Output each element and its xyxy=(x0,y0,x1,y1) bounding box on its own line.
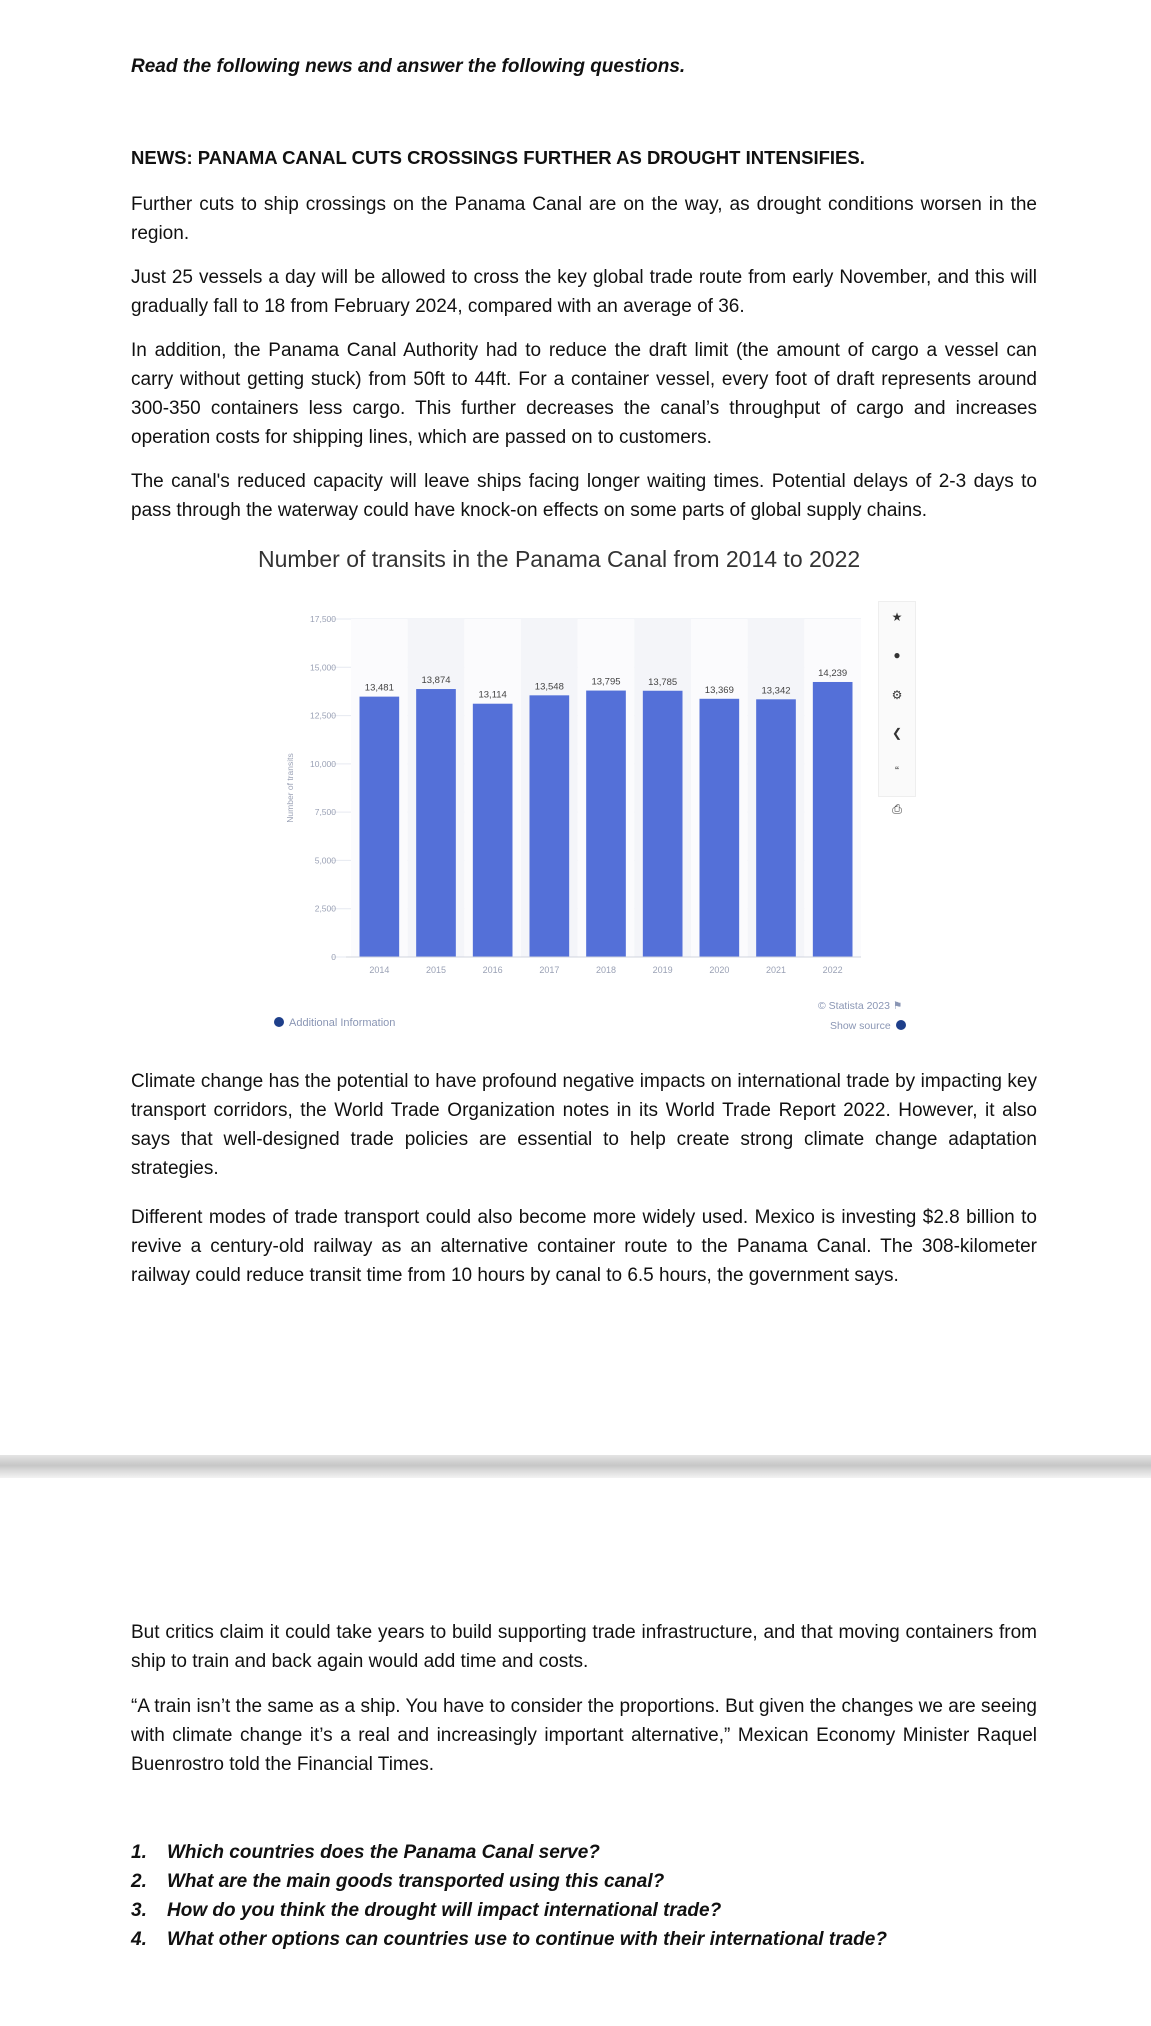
additional-information-label: Additional Information xyxy=(289,1017,396,1029)
x-tick-label: 2020 xyxy=(709,965,730,975)
bar xyxy=(416,689,456,957)
show-source-link[interactable] xyxy=(830,1020,906,1032)
additional-information-link[interactable] xyxy=(274,1017,395,1029)
question-item xyxy=(131,1867,1037,1896)
bar-value-label: 13,795 xyxy=(591,676,621,688)
y-tick-label: 2,500 xyxy=(314,903,336,914)
print-icon[interactable]: ⎙ xyxy=(892,802,902,816)
paragraph-7: But critics claim it could take years to build supporting trade infrastructure, and that moving containers from ship to train and back again would add time and costs. xyxy=(131,1622,1037,1672)
paragraph-8: “A train isn’t the same as a ship. You have to consider the proportions. But given the changes we are seeing with climate change it’s a real and increasingly important alternative,” Mexican Economy Minister Raquel Buenrostro told the Financial Times. xyxy=(131,1696,1037,1775)
show-source-label: Show source xyxy=(830,1020,891,1032)
y-tick-label: 10,000 xyxy=(310,758,336,769)
instruction: Read the following news and answer the following questions. xyxy=(131,56,686,77)
bar xyxy=(700,699,740,957)
bar-chart xyxy=(256,589,916,1039)
x-tick-label: 2021 xyxy=(765,965,787,975)
x-tick-label: 2016 xyxy=(482,965,503,975)
y-tick-label: 7,500 xyxy=(314,807,336,818)
bar xyxy=(360,697,400,957)
bar-value-label: 13,874 xyxy=(421,675,451,687)
x-tick-label: 2014 xyxy=(369,965,390,975)
copyright-text: © Statista 2023 xyxy=(818,1000,890,1012)
statista-copyright xyxy=(818,1000,902,1012)
x-tick-label: 2019 xyxy=(652,965,673,975)
y-tick-label: 12,500 xyxy=(310,710,336,721)
question-item xyxy=(131,1925,1037,1954)
bar xyxy=(473,704,513,957)
bar xyxy=(586,691,626,957)
question-item xyxy=(131,1838,1037,1867)
chart-title: Number of transits in the Panama Canal from 2014 to 2022 xyxy=(258,546,861,572)
bar xyxy=(643,691,683,957)
question-text: Which countries does the Panama Canal serve? xyxy=(167,1842,600,1863)
paragraph-4: The canal's reduced capacity will leave ships facing longer waiting times. Potential delays of 2-3 days to pass through the waterway could have knock-on effects on some parts of global supply chains. xyxy=(131,471,1037,521)
info-icon xyxy=(896,1020,906,1030)
page-separator xyxy=(0,1455,1151,1478)
x-tick-label: 2017 xyxy=(539,965,560,975)
x-tick-label: 2018 xyxy=(595,965,617,975)
y-axis-label: Number of transits xyxy=(285,753,295,823)
news-headline: NEWS: PANAMA CANAL CUTS CROSSINGS FURTHER AS DROUGHT INTENSIFIES. xyxy=(131,147,865,168)
paragraph-3: In addition, the Panama Canal Authority had to reduce the draft limit (the amount of cargo a vessel can carry without getting stuck) from 50ft to 44ft. For a container vessel, every foot of draft represents around 300-350 containers less cargo. This further decreases the canal’s throughput of cargo and increases operation costs for shipping lines, which are passed on to customers. xyxy=(131,340,1037,448)
bar xyxy=(530,695,570,957)
question-list xyxy=(131,1838,1037,1954)
quote-icon[interactable]: “ xyxy=(895,764,899,778)
question-number: 1. xyxy=(131,1842,147,1863)
info-icon xyxy=(274,1017,284,1027)
paragraph-5: Climate change has the potential to have profound negative impacts on international trade by impacting key transport corridors, the World Trade Organization notes in its World Trade Report 2022. However, it also says that well-designed trade policies are essential to help create strong climate change adaptation strategies. xyxy=(131,1071,1037,1179)
flag-icon: ⚑ xyxy=(892,1000,903,1012)
y-tick-label: 5,000 xyxy=(314,855,336,866)
bar-value-label: 13,548 xyxy=(534,681,564,693)
paragraph-1: Further cuts to ship crossings on the Panama Canal are on the way, as drought conditions worsen in the region. xyxy=(131,194,1037,244)
question-text: How do you think the drought will impact international trade? xyxy=(167,1900,722,1921)
bell-icon[interactable]: ● xyxy=(893,648,901,662)
y-tick-label: 17,500 xyxy=(310,614,336,624)
question-number: 2. xyxy=(131,1871,147,1892)
bar xyxy=(813,682,853,957)
bar-value-label: 13,114 xyxy=(478,689,507,701)
question-text: What other options can countries use to continue with their international trade? xyxy=(167,1929,887,1950)
star-icon[interactable]: ★ xyxy=(891,610,903,624)
bar-value-label: 14,239 xyxy=(818,667,848,679)
paragraph-6: Different modes of trade transport could also become more widely used. Mexico is investing $2.8 billion to revive a century-old railway as an alternative container route to the Panama Canal. The 308-kilometer railway could reduce transit time from 10 hours by canal to 6.5 hours, the government says. xyxy=(131,1207,1037,1286)
y-tick-label: 15,000 xyxy=(310,662,336,673)
page-2 xyxy=(0,1478,1151,2026)
question-number: 4. xyxy=(131,1929,147,1950)
x-tick-label: 2015 xyxy=(425,965,447,975)
question-number: 3. xyxy=(131,1900,147,1921)
x-tick-label: 2022 xyxy=(822,965,843,975)
paragraph-2: Just 25 vessels a day will be allowed to cross the key global trade route from early November, and this will gradually fall to 18 from February 2024, compared with an average of 36. xyxy=(131,267,1037,317)
bar-value-label: 13,342 xyxy=(761,685,791,697)
share-icon[interactable]: ❮ xyxy=(891,726,903,740)
bar-value-label: 13,481 xyxy=(364,682,394,694)
bar-value-label: 13,369 xyxy=(704,684,734,696)
gear-icon[interactable]: ⚙ xyxy=(891,688,903,702)
question-text: What are the main goods transported using this canal? xyxy=(167,1871,665,1892)
chart-toolbar xyxy=(878,601,916,816)
question-item xyxy=(131,1896,1037,1925)
y-tick-label: 0 xyxy=(331,952,336,962)
bar-value-label: 13,785 xyxy=(648,676,678,688)
bar xyxy=(756,699,796,957)
